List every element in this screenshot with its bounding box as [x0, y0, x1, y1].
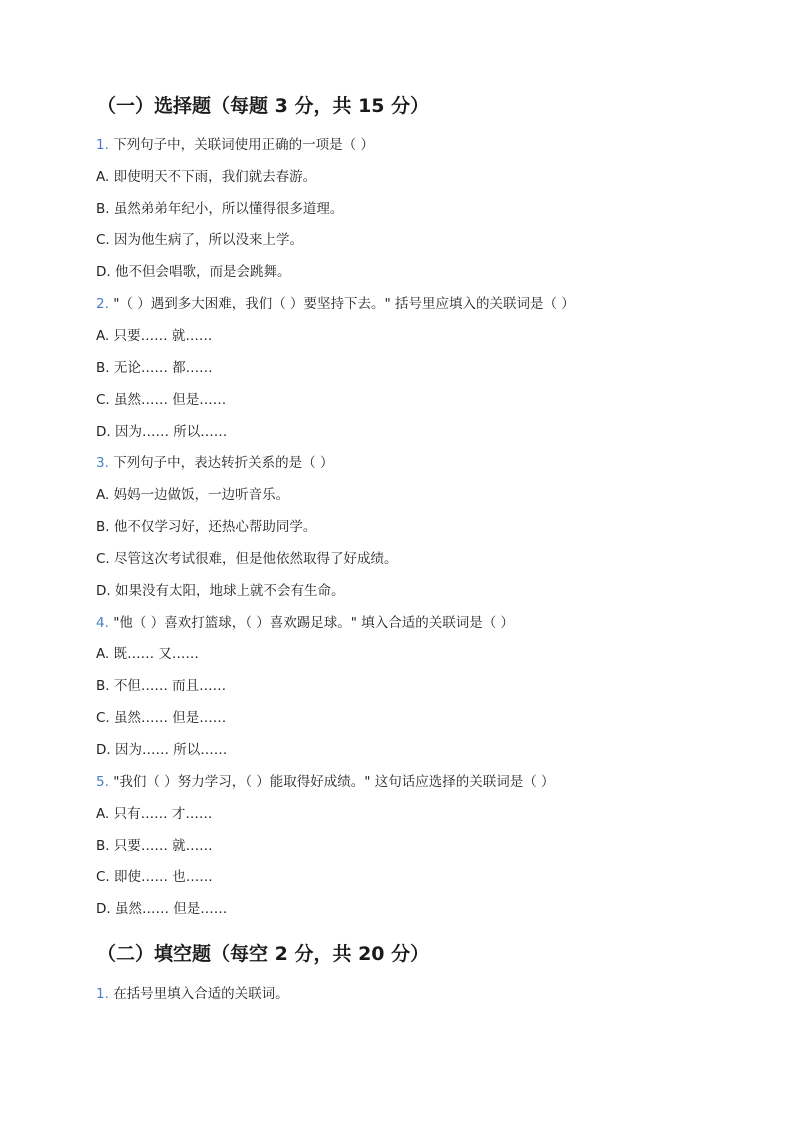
question-3	[96, 454, 333, 472]
option-3d: D. 如果没有太阳，地球上就不会有生命。	[96, 583, 345, 599]
option-1a: A. 即使明天不下雨，我们就去春游。	[96, 169, 317, 185]
option-5b: B. 只要…… 就……	[96, 838, 213, 854]
option-4b: B. 不但…… 而且……	[96, 678, 227, 694]
option-5a: A. 只有…… 才……	[96, 806, 213, 822]
question-text: 在括号里填入合适的关联词。	[113, 986, 289, 1002]
question-number: 1.	[96, 137, 109, 153]
question-fill-1	[96, 985, 289, 1003]
option-3b: B. 他不仅学习好，还热心帮助同学。	[96, 519, 317, 535]
option-5d: D. 虽然…… 但是……	[96, 901, 228, 917]
option-3a: A. 妈妈一边做饭，一边听音乐。	[96, 487, 290, 503]
question-text: 下列句子中，表达转折关系的是（ ）	[113, 455, 334, 471]
question-text: 下列句子中，关联词使用正确的一项是（ ）	[113, 137, 374, 153]
question-number: 3.	[96, 455, 109, 471]
section-title-fill-blank: （二）填空题（每空 2 分，共 20 分）	[97, 943, 430, 965]
question-1	[96, 136, 374, 154]
question-2	[96, 295, 575, 313]
question-number: 1.	[96, 986, 109, 1002]
question-5	[96, 773, 555, 791]
option-1b: B. 虽然弟弟年纪小，所以懂得很多道理。	[96, 201, 344, 217]
option-1c: C. 因为他生病了，所以没来上学。	[96, 232, 304, 248]
question-4	[96, 614, 514, 632]
question-text: "他（ ）喜欢打篮球，（ ）喜欢踢足球。" 填入合适的关联词是（ ）	[113, 615, 515, 631]
section-title-choice: （一）选择题（每题 3 分，共 15 分）	[97, 95, 430, 117]
question-text: "（ ）遇到多大困难，我们（ ）要坚持下去。" 括号里应填入的关联词是（ ）	[113, 296, 575, 312]
option-5c: C. 即使…… 也……	[96, 869, 213, 885]
option-2c: C. 虽然…… 但是……	[96, 392, 227, 408]
option-4d: D. 因为…… 所以……	[96, 742, 228, 758]
option-2b: B. 无论…… 都……	[96, 360, 213, 376]
option-4c: C. 虽然…… 但是……	[96, 710, 227, 726]
question-number: 2.	[96, 296, 109, 312]
question-text: "我们（ ）努力学习，（ ）能取得好成绩。" 这句话应选择的关联词是（ ）	[113, 774, 555, 790]
option-2d: D. 因为…… 所以……	[96, 424, 228, 440]
option-1d: D. 他不但会唱歌，而是会跳舞。	[96, 264, 291, 280]
question-number: 4.	[96, 615, 109, 631]
option-3c: C. 尽管这次考试很难，但是他依然取得了好成绩。	[96, 551, 398, 567]
question-number: 5.	[96, 774, 109, 790]
option-2a: A. 只要…… 就……	[96, 328, 213, 344]
option-4a: A. 既…… 又……	[96, 646, 199, 662]
